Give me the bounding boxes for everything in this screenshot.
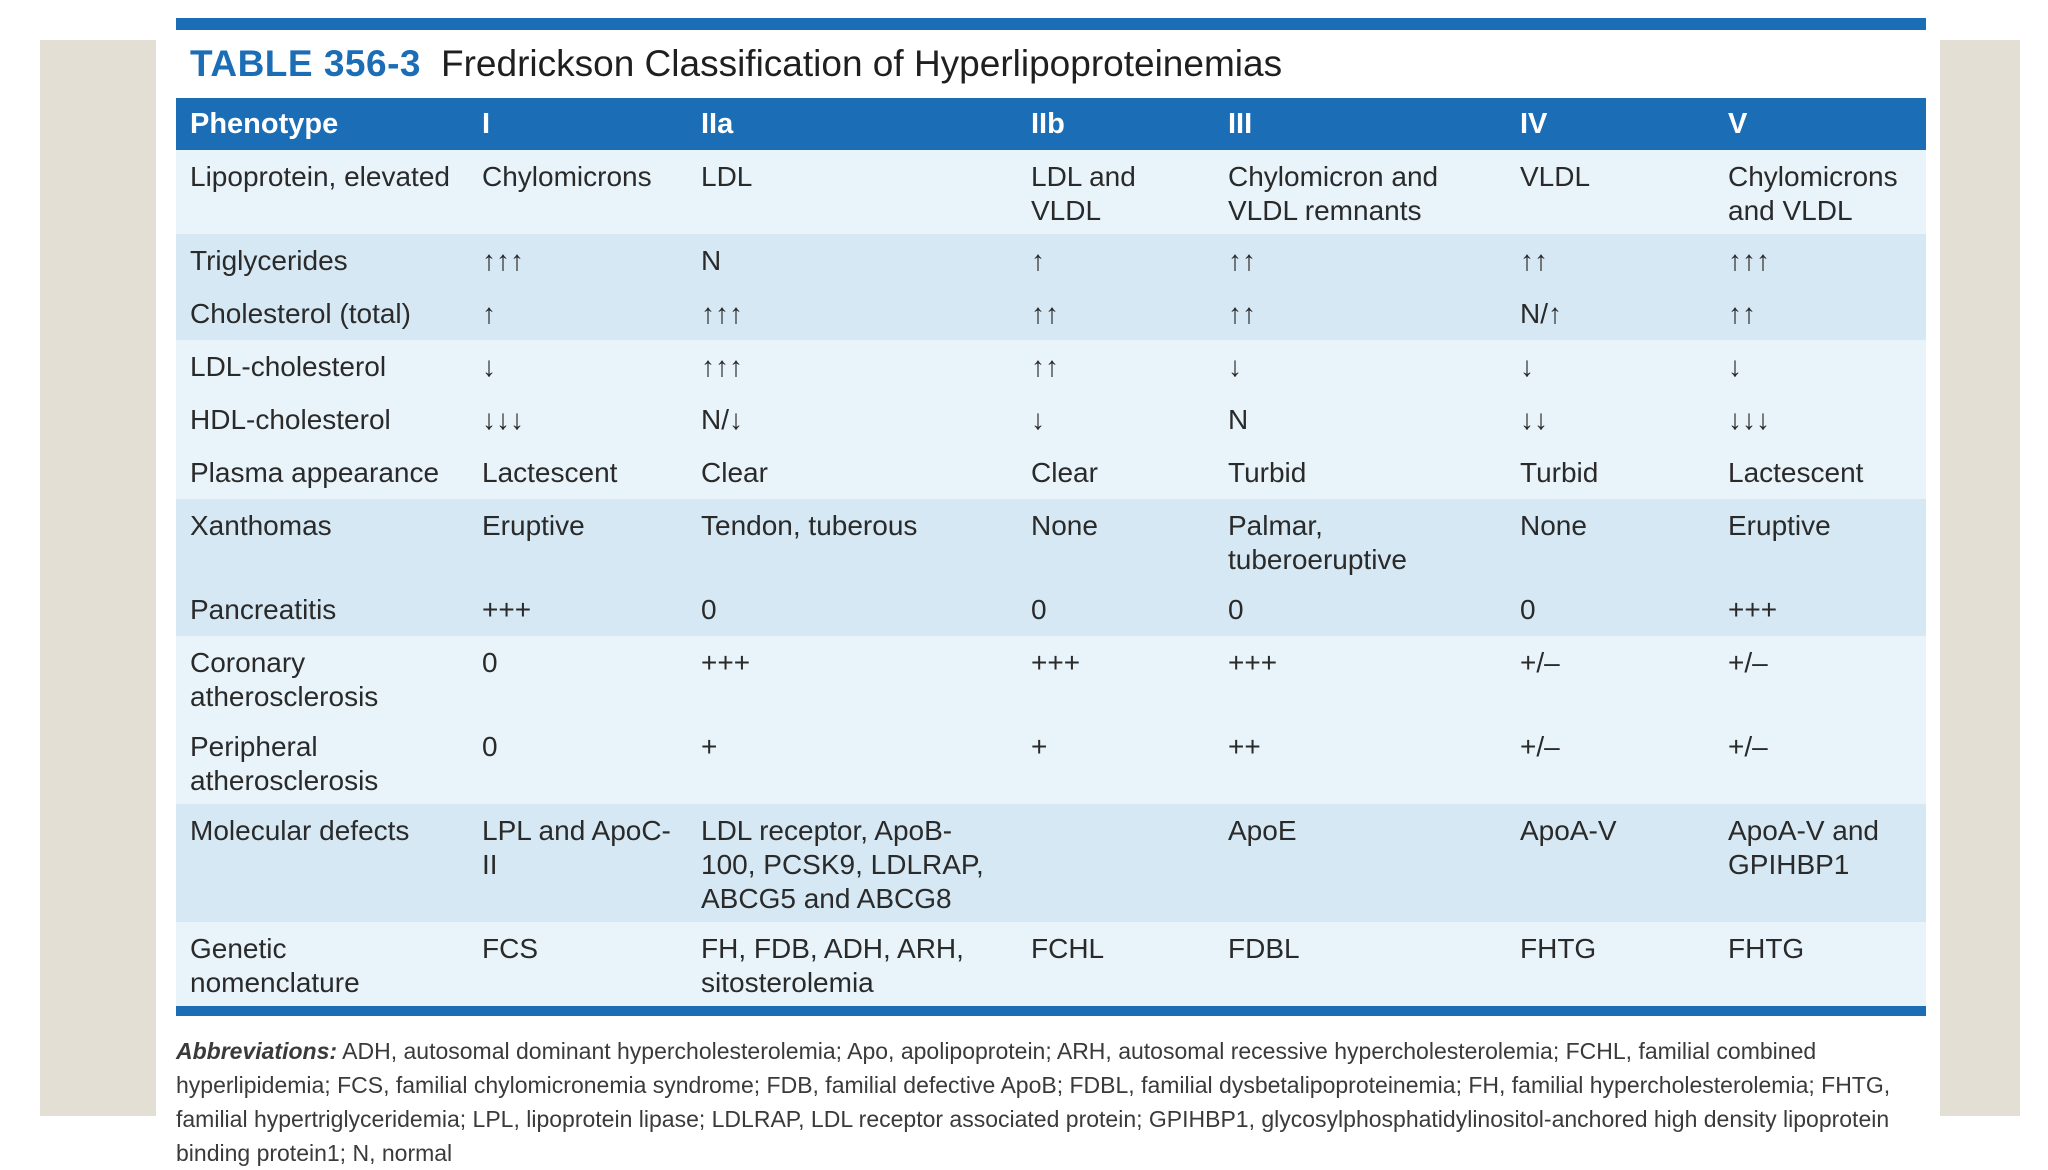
table-cell: N/↑ bbox=[1506, 287, 1714, 340]
column-header: Phenotype bbox=[176, 98, 468, 150]
row-label: Molecular defects bbox=[176, 804, 468, 922]
table-cell: LPL and ApoC-II bbox=[468, 804, 687, 922]
table-cell: LDL and VLDL bbox=[1017, 150, 1214, 234]
table-row bbox=[176, 234, 1926, 287]
table-cell: None bbox=[1017, 499, 1214, 583]
table-row bbox=[176, 499, 1926, 583]
table-number: TABLE 356-3 bbox=[190, 43, 421, 84]
table-cell: Clear bbox=[1017, 446, 1214, 499]
table-cell: +++ bbox=[1214, 636, 1506, 720]
right-background-panel bbox=[1940, 40, 2020, 1116]
table-cell: ↑ bbox=[468, 287, 687, 340]
table-cell: Lactescent bbox=[468, 446, 687, 499]
table-cell: FCS bbox=[468, 922, 687, 1006]
table-cell: VLDL bbox=[1506, 150, 1714, 234]
row-label: Genetic nomenclature bbox=[176, 922, 468, 1006]
table-cell: ApoE bbox=[1214, 804, 1506, 922]
row-label: Lipoprotein, elevated bbox=[176, 150, 468, 234]
table-cell: LDL receptor, ApoB-100, PCSK9, LDLRAP, ABCG5 and ABCG8 bbox=[687, 804, 1017, 922]
table-document bbox=[176, 18, 1926, 1170]
row-label: Cholesterol (total) bbox=[176, 287, 468, 340]
table-cell: ↑↑ bbox=[1214, 287, 1506, 340]
column-header: IIb bbox=[1017, 98, 1214, 150]
table-row bbox=[176, 720, 1926, 804]
table-cell: ↓↓ bbox=[1506, 393, 1714, 446]
table-cell: +/– bbox=[1714, 636, 1926, 720]
table-cell: Turbid bbox=[1506, 446, 1714, 499]
left-background-panel bbox=[40, 40, 156, 1116]
table-cell: ApoA-V bbox=[1506, 804, 1714, 922]
table-cell: FH, FDB, ADH, ARH, sitosterolemia bbox=[687, 922, 1017, 1006]
table-cell: ↓ bbox=[1017, 393, 1214, 446]
row-label: HDL-cholesterol bbox=[176, 393, 468, 446]
table-cell: ↓ bbox=[1214, 340, 1506, 393]
footnote-label: Abbreviations: bbox=[176, 1038, 338, 1064]
table-cell: Palmar, tuberoeruptive bbox=[1214, 499, 1506, 583]
table-cell: +++ bbox=[687, 636, 1017, 720]
table-cell: ↑↑ bbox=[1017, 287, 1214, 340]
row-label: Plasma appearance bbox=[176, 446, 468, 499]
table-cell: ↑↑ bbox=[1506, 234, 1714, 287]
table-cell: ↓ bbox=[468, 340, 687, 393]
table-cell: LDL bbox=[687, 150, 1017, 234]
table-cell: FHTG bbox=[1506, 922, 1714, 1006]
table-caption bbox=[176, 30, 1926, 98]
abbreviations-footnote bbox=[176, 1034, 1926, 1170]
table-cell: None bbox=[1506, 499, 1714, 583]
table-cell: 0 bbox=[1214, 583, 1506, 636]
footnote-text: ADH, autosomal dominant hypercholesterolemia; Apo, apolipoprotein; ARH, autosomal recessive hypercholesterolemia; FCHL, familial combined hyperlipidemia; FCS, familial chylomicronemia syndrome; FDB, familial defective ApoB; FDBL, familial dysbetalipoproteinemia; FH, familial hypercholesterolemia; FHTG, familial hypertriglyceridemia; LPL, lipoprotein lipase; LDLRAP, LDL receptor associated protein; GPIHBP1, glycosylphosphatidylinositol-anchored high density lipoprotein binding protein1; N, normal bbox=[176, 1038, 1891, 1166]
bottom-rule bbox=[176, 1006, 1926, 1016]
table-cell: 0 bbox=[1506, 583, 1714, 636]
table-cell: +++ bbox=[1017, 636, 1214, 720]
row-label: Pancreatitis bbox=[176, 583, 468, 636]
table-cell: ↑↑↑ bbox=[468, 234, 687, 287]
table-title: Fredrickson Classification of Hyperlipoproteinemias bbox=[441, 43, 1283, 84]
table-cell: N bbox=[1214, 393, 1506, 446]
table-cell: + bbox=[1017, 720, 1214, 804]
row-label: Peripheral atherosclerosis bbox=[176, 720, 468, 804]
row-label: LDL-cholesterol bbox=[176, 340, 468, 393]
table-cell: N bbox=[687, 234, 1017, 287]
table-cell: N/↓ bbox=[687, 393, 1017, 446]
table-cell: + bbox=[687, 720, 1017, 804]
column-header: IV bbox=[1506, 98, 1714, 150]
table-row bbox=[176, 393, 1926, 446]
table-cell: ↑↑↑ bbox=[687, 340, 1017, 393]
top-rule bbox=[176, 18, 1926, 30]
table-cell: FDBL bbox=[1214, 922, 1506, 1006]
row-label: Xanthomas bbox=[176, 499, 468, 583]
table-cell: 0 bbox=[468, 720, 687, 804]
table-cell: Turbid bbox=[1214, 446, 1506, 499]
row-label: Triglycerides bbox=[176, 234, 468, 287]
table-cell: Eruptive bbox=[468, 499, 687, 583]
table-cell: ↑↑ bbox=[1714, 287, 1926, 340]
table-cell: FCHL bbox=[1017, 922, 1214, 1006]
table-cell: ↓↓↓ bbox=[468, 393, 687, 446]
column-header: IIa bbox=[687, 98, 1017, 150]
table-cell: ↑↑↑ bbox=[1714, 234, 1926, 287]
table-row bbox=[176, 340, 1926, 393]
table-cell: 0 bbox=[1017, 583, 1214, 636]
table-cell: 0 bbox=[687, 583, 1017, 636]
column-header: III bbox=[1214, 98, 1506, 150]
table-cell: Chylomicrons bbox=[468, 150, 687, 234]
table-cell: 0 bbox=[468, 636, 687, 720]
table-cell: Eruptive bbox=[1714, 499, 1926, 583]
table-cell: ↑ bbox=[1017, 234, 1214, 287]
table-row bbox=[176, 150, 1926, 234]
table-cell: ↑↑ bbox=[1017, 340, 1214, 393]
table-cell: Chylomicrons and VLDL bbox=[1714, 150, 1926, 234]
table-cell: ↑↑ bbox=[1214, 234, 1506, 287]
table-cell: +++ bbox=[468, 583, 687, 636]
table-cell: Clear bbox=[687, 446, 1017, 499]
table-row bbox=[176, 583, 1926, 636]
table-cell: +++ bbox=[1714, 583, 1926, 636]
table-cell: ↑↑↑ bbox=[687, 287, 1017, 340]
table-cell: +/– bbox=[1714, 720, 1926, 804]
table-cell: ↓↓↓ bbox=[1714, 393, 1926, 446]
table-row bbox=[176, 922, 1926, 1006]
column-header: I bbox=[468, 98, 687, 150]
table-cell: ↓ bbox=[1714, 340, 1926, 393]
table-row bbox=[176, 804, 1926, 922]
header-row bbox=[176, 98, 1926, 150]
table-row bbox=[176, 446, 1926, 499]
table-cell: ↓ bbox=[1506, 340, 1714, 393]
table-cell bbox=[1017, 804, 1214, 922]
column-header: V bbox=[1714, 98, 1926, 150]
table-cell: Tendon, tuberous bbox=[687, 499, 1017, 583]
table-row bbox=[176, 636, 1926, 720]
table-row bbox=[176, 287, 1926, 340]
table-cell: Lactescent bbox=[1714, 446, 1926, 499]
row-label: Coronary atherosclerosis bbox=[176, 636, 468, 720]
table-cell: ApoA-V and GPIHBP1 bbox=[1714, 804, 1926, 922]
table-cell: +/– bbox=[1506, 636, 1714, 720]
table-cell: +/– bbox=[1506, 720, 1714, 804]
table-cell: FHTG bbox=[1714, 922, 1926, 1006]
table-cell: Chylomicron and VLDL remnants bbox=[1214, 150, 1506, 234]
table-cell: ++ bbox=[1214, 720, 1506, 804]
classification-table bbox=[176, 98, 1926, 1006]
